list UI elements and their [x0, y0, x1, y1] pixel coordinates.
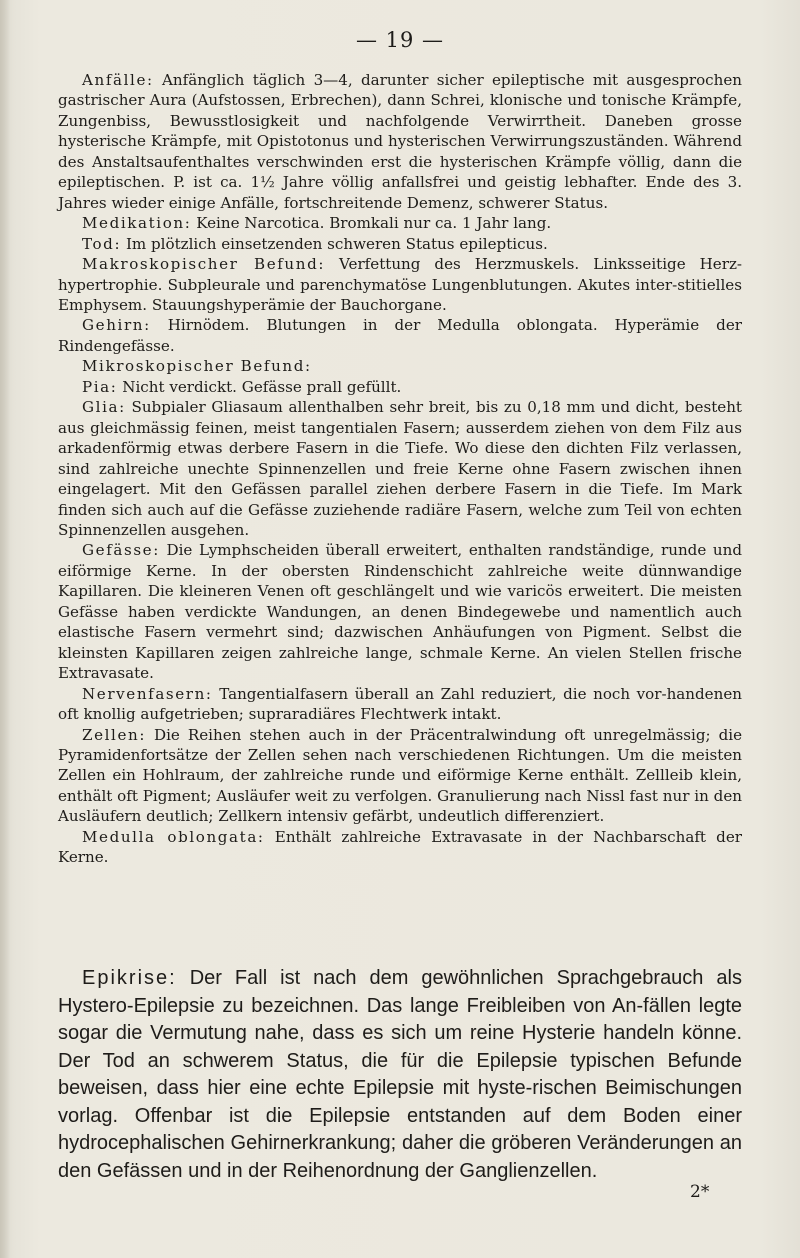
paragraph-mikroskopischer-befund: [58, 356, 742, 376]
paragraph-gehirn: [58, 315, 742, 356]
paragraph-heading: Nervenfasern:: [82, 684, 213, 703]
paragraph-text: Keine Narcotica. Bromkali nur ca. 1 Jahr lang.: [191, 214, 552, 233]
paragraph-heading: Medulla oblongata:: [82, 827, 265, 846]
paragraph-nervenfasern: [58, 684, 742, 725]
paragraph-text: Enthält zahlreiche Extravasate in der Nachbarschaft der Kerne.: [58, 827, 742, 867]
paragraph-zellen: [58, 725, 742, 827]
printer-signature-mark: 2*: [690, 1182, 710, 1202]
paragraph-text: Subpialer Gliasaum allenthalben sehr breit, bis zu 0,18 mm und dicht, besteht aus gleichmässig feinen, meist tangentialen Fasern; ausserdem ziehen von dem Filz aus arkadenförmig etwas derbere Fasern in die Tiefe. Wo diese den dichten Filz verlassen, sind zahlreiche unechte Spinnenzellen und freie Kerne ohne Fasern zwischen ihnen eingelagert. Mit den Gefässen parallel ziehen derbere Fasern in die Tiefe. Im Mark finden sich auch auf die Gefässe zuziehende radiäre Fasern, welche zum Teil von echten Spinnenzellen ausgehen.: [58, 398, 742, 539]
paragraph-text: Anfänglich täglich 3—4, darunter sicher epileptische mit ausgesprochen gastrischer Aura (Aufstossen, Erbrechen), dann Schrei, klonische und tonische Krämpfe, Zungenbiss, Bewusstlosigkeit und nachfolgende Verwirrtheit. Daneben grosse hysterische Krämpfe, mit Opistotonus und hysterischen Verwirrungszuständen. Während des Anstaltsaufenthaltes verschwinden erst die hysterischen Krämpfe völlig, dann die epileptischen. P. ist ca. 1½ Jahre völlig anfallsfrei und geistig lebhafter. Ende des 3. Jahres wieder einige Anfälle, fortschreitende Demenz, schwerer Status.: [58, 71, 742, 212]
paragraph-heading: Gehirn:: [82, 316, 151, 335]
paragraph-text: Im plötzlich einsetzenden schweren Status epilepticus.: [121, 234, 548, 253]
paragraph-heading: Mikroskopischer Befund:: [82, 357, 312, 376]
paragraph-glia: [58, 397, 742, 540]
paragraph-heading: Pia:: [82, 377, 118, 396]
paragraph-medikation: [58, 213, 742, 233]
paragraph-medulla-oblongata: [58, 827, 742, 868]
paragraph-text: Tangentialfasern überall an Zahl reduziert, die noch vor-handenen oft knollig aufgetrieben; supraradiäres Flechtwerk intakt.: [58, 684, 742, 724]
paragraph-text: Hirnödem. Blutungen in der Medulla oblongata. Hyperämie der Rindengefässe.: [58, 316, 742, 355]
paragraph-heading: Medikation:: [82, 214, 192, 233]
page-number: — 19 —: [355, 28, 445, 52]
paragraph-tod: [58, 234, 742, 254]
case-report-body: [58, 70, 742, 868]
epikrise-section: [58, 965, 742, 1185]
epikrise-text: Der Fall ist nach dem gewöhnlichen Sprachgebrauch als Hystero-Epilepsie zu bezeichnen. Das lange Freibleiben von An-fällen legte sogar die Vermutung nahe, dass es sich um reine Hysterie handeln könne. Der Tod an schwerem Status, die für die Epilepsie typischen Befunde beweisen, dass hier eine echte Epilepsie mit hyste-rischen Beimischungen vorlag. Offenbar ist die Epilepsie entstanden auf dem Boden einer hydrocephalischen Gehirnerkrankung; daher die gröberen Veränderungen an den Gefässen und in der Reihenordnung der Ganglienzellen.: [58, 967, 742, 1182]
paragraph-heading: Gefässe:: [82, 541, 160, 560]
paragraph-gefaesse: [58, 540, 742, 683]
page-gutter-shadow: [0, 0, 10, 1258]
paragraph-text: Verfettung des Herzmuskels. Linksseitige Herz-hypertrophie. Subpleurale und parenchymatöse Lungenblutungen. Akutes inter-stitielles Emphysem. Stauungshyperämie der Bauchorgane.: [58, 255, 742, 314]
paragraph-heading: Zellen:: [82, 725, 147, 744]
paragraph-text: Die Lymphscheiden überall erweitert, enthalten randständige, runde und eiförmige Kerne. In der obersten Rindenschicht zahlreiche weite dünnwandige Kapillaren. Die kleineren Venen oft geschlängelt und wie varicös erweitert. Die meisten Gefässe haben verdickte Wandungen, an denen Bindegewebe und namentlich auch elastische Fasern vermehrt sind; dazwischen Anhäufungen von Pigment. Selbst die kleinsten Kapillaren zeigen zahlreiche lange, schmale Kerne. An vielen Stellen frische Extravasate.: [58, 541, 742, 683]
paragraph-text: Die Reihen stehen auch in der Präcentralwindung oft unregelmässig; die Pyramidenfortsätze der Zellen sehen nach verschiedenen Richtungen. Um die meisten Zellen ein Hohlraum, der zahlreiche runde und eiförmige Kerne enthält. Zellleib klein, enthält oft Pigment; Ausläufer weit zu verfolgen. Granulierung nach Nissl fast nur in den Ausläufern deutlich; Zellkern intensiv gefärbt, undeutlich differenziert.: [58, 725, 742, 826]
epikrise-paragraph: [58, 965, 742, 1185]
paragraph-text: Nicht verdickt. Gefässe prall gefüllt.: [117, 377, 402, 396]
paragraph-anfaelle: [58, 70, 742, 213]
paragraph-heading: Anfälle:: [82, 71, 154, 89]
epikrise-heading: Epikrise:: [82, 967, 177, 989]
paragraph-makroskopischer-befund: [58, 254, 742, 315]
paragraph-pia: [58, 377, 742, 397]
paragraph-heading: Makroskopischer Befund:: [82, 255, 326, 274]
paragraph-heading: Tod:: [82, 234, 122, 253]
paragraph-heading: Glia:: [82, 398, 126, 417]
